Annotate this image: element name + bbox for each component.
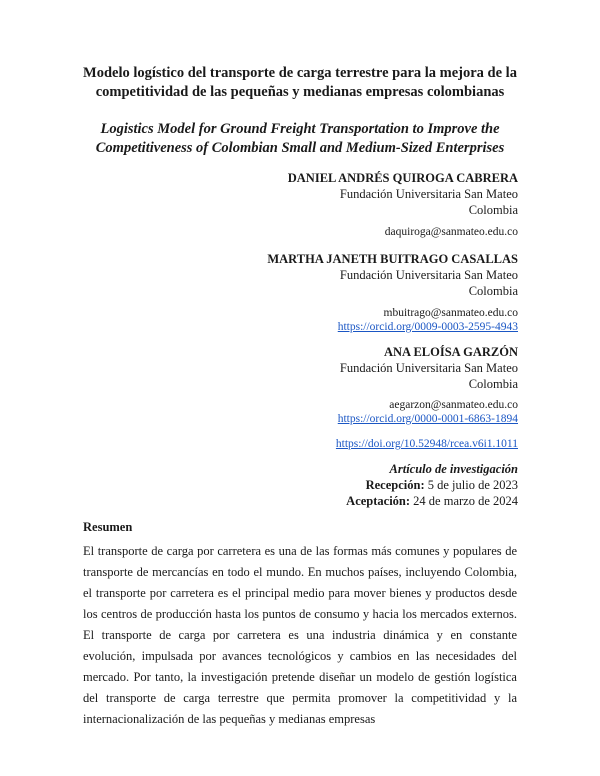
author-affiliation: Fundación Universitaria San Mateo [339,187,518,201]
author-country: Colombia [468,203,518,217]
reception-label: Recepción: [365,478,425,492]
title-english: Logistics Model for Ground Freight Transportation to Improve the Competitiveness of Colombian Small and Medium-Sized Enterprises [95,121,505,156]
author-name: ANA ELOÍSA GARZÓN [383,345,518,359]
reception-line [346,477,518,493]
author-affiliation: Fundación Universitaria San Mateo [339,268,518,282]
doi-link[interactable]: https://doi.org/10.52948/rcea.v6i1.1011 [335,438,518,450]
reception-date: 5 de julio de 2023 [427,478,518,492]
acceptance-date: 24 de marzo de 2024 [413,494,518,508]
author-name: DANIEL ANDRÉS QUIROGA CABRERA [287,171,518,185]
acceptance-label: Aceptación: [346,494,411,508]
author-affiliation: Fundación Universitaria San Mateo [339,361,518,375]
abstract-heading: Resumen [83,520,133,534]
author-orcid-link[interactable]: https://orcid.org/0009-0003-2595-4943 [337,321,518,333]
author-country: Colombia [468,377,518,391]
article-type: Artículo de investigación [389,462,518,476]
article-meta [346,461,518,509]
author-email: aegarzon@sanmateo.edu.co [389,399,518,411]
author-email: daquiroga@sanmateo.edu.co [384,226,518,238]
author-block-3 [340,344,518,392]
author-name: MARTHA JANETH BUITRAGO CASALLAS [267,252,518,266]
title-spanish: Modelo logístico del transporte de carga terrestre para la mejora de la competitividad de las pequeñas y medianas empresas colombianas [83,65,517,100]
author-block-2 [267,251,518,299]
author-country: Colombia [468,284,518,298]
acceptance-line [346,493,518,509]
abstract-text: El transporte de carga por carretera es una de las formas más comunes y populares de transporte de mercancías en todo el mundo. En muchos países, incluyendo Colombia, el transporte por carretera es el principal medio para mover bienes y productos desde los centros de producción hasta los puntos de consumo y hacia los mercados externos. El transporte de carga por carretera es una industria dinámica y en constante evolución, impulsada por avances tecnológicos y cambios en las necesidades del mercado. Por tanto, la investigación pretende diseñar un modelo de gestión logística del transporte de carga terrestre que permita promover la competitividad y la internacionalización de las pequeñas y medianas empresas [83,544,517,726]
author-block-1 [288,170,518,218]
author-orcid-link[interactable]: https://orcid.org/0000-0001-6863-1894 [337,413,518,425]
author-email: mbuitrago@sanmateo.edu.co [383,307,518,319]
